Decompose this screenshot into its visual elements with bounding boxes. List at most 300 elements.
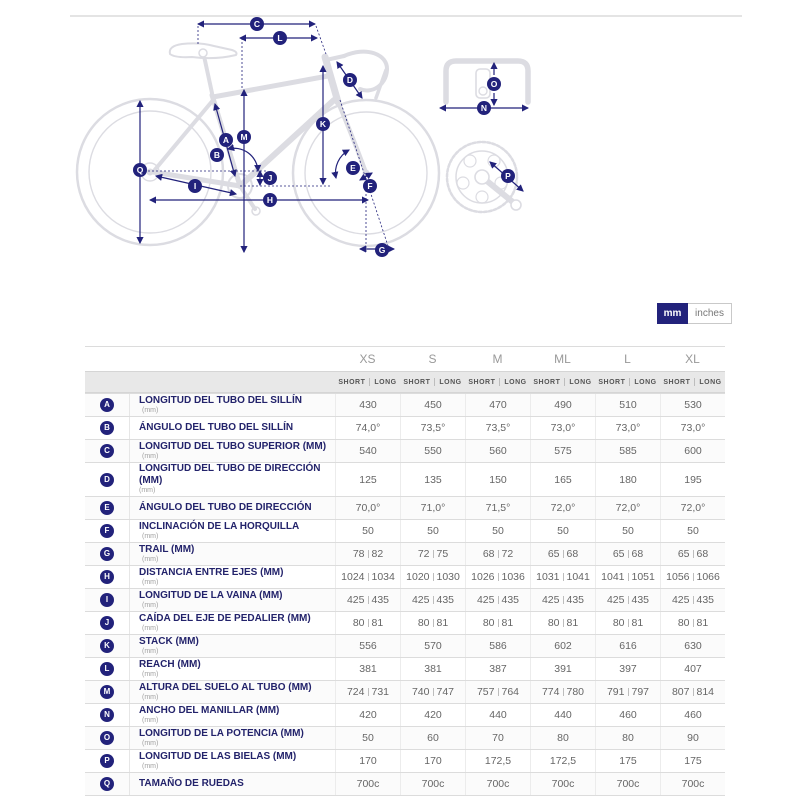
shortlong-header-cell xyxy=(465,378,530,386)
cell-value: 700c xyxy=(335,773,400,795)
table-row xyxy=(85,749,725,772)
value-separator xyxy=(368,619,369,627)
diagram-badge-g xyxy=(375,243,389,257)
cell-value xyxy=(595,566,660,588)
value-separator xyxy=(368,550,369,558)
row-letter-badge: I xyxy=(100,593,114,607)
long-value: 1034 xyxy=(371,571,395,583)
header-separator xyxy=(434,378,435,386)
row-letter-badge: D xyxy=(100,473,114,487)
value-separator xyxy=(368,573,369,581)
long-value: 1041 xyxy=(566,571,590,583)
value-separator xyxy=(563,573,564,581)
cell-value xyxy=(660,543,725,565)
short-value: 1026 xyxy=(471,571,495,583)
cell-value xyxy=(530,543,595,565)
cell-value xyxy=(400,681,465,703)
svg-text:B: B xyxy=(213,150,221,160)
svg-text:F: F xyxy=(367,181,373,191)
row-unit-suffix: (mm) xyxy=(139,487,156,495)
svg-text:P: P xyxy=(505,171,511,181)
row-unit-suffix: (mm) xyxy=(142,601,159,609)
short-value: 80 xyxy=(612,617,625,629)
long-value: 81 xyxy=(501,617,514,629)
value-separator xyxy=(693,550,694,558)
cell-value: 172,5 xyxy=(465,750,530,772)
long-value: 435 xyxy=(501,594,520,606)
row-label-cell xyxy=(130,590,335,610)
cell-value: 72,0° xyxy=(595,497,660,519)
short-value: 65 xyxy=(612,548,625,560)
table-row xyxy=(85,462,725,496)
size-column-header: L xyxy=(624,352,631,366)
mm-button[interactable]: mm xyxy=(657,303,688,324)
shortlong-header-row xyxy=(85,371,725,393)
short-label: SHORT xyxy=(598,378,626,386)
short-value: 425 xyxy=(476,594,495,606)
row-label: ÁNGULO DEL TUBO DE DIRECCIÓN xyxy=(139,502,312,514)
row-letter-cell xyxy=(85,658,130,680)
row-letter-badge: C xyxy=(100,444,114,458)
short-value: 724 xyxy=(346,686,365,698)
cell-value: 585 xyxy=(595,440,660,462)
cell-value: 575 xyxy=(530,440,595,462)
row-letter-cell xyxy=(85,612,130,634)
long-value: 435 xyxy=(436,594,455,606)
row-letter-badge: G xyxy=(100,547,114,561)
cell-value: 407 xyxy=(660,658,725,680)
value-separator xyxy=(563,596,564,604)
inches-button[interactable]: inches xyxy=(688,303,732,324)
row-letter-badge: J xyxy=(100,616,114,630)
table-row xyxy=(85,657,725,680)
row-label: INCLINACIÓN DE LA HORQUILLA xyxy=(139,521,300,533)
row-label: DISTANCIA ENTRE EJES (MM) xyxy=(139,567,284,579)
value-separator xyxy=(563,550,564,558)
value-separator xyxy=(433,688,434,696)
cell-value: 700c xyxy=(530,773,595,795)
diagram-badge-i xyxy=(188,179,202,193)
svg-text:O: O xyxy=(490,79,498,89)
value-separator xyxy=(498,619,499,627)
value-separator xyxy=(628,596,629,604)
row-label: REACH (MM) xyxy=(139,659,201,671)
cell-value xyxy=(530,612,595,634)
short-value: 72 xyxy=(417,548,430,560)
svg-text:M: M xyxy=(240,132,248,142)
cell-value: 73,5° xyxy=(400,417,465,439)
value-separator xyxy=(628,619,629,627)
long-value: 81 xyxy=(566,617,579,629)
svg-text:E: E xyxy=(350,163,356,173)
row-unit-suffix: (mm) xyxy=(142,739,159,747)
shortlong-header-cell xyxy=(335,378,400,386)
row-letter-cell xyxy=(85,520,130,542)
long-value: 780 xyxy=(566,686,585,698)
cell-value xyxy=(595,612,660,634)
long-value: 81 xyxy=(436,617,449,629)
table-row xyxy=(85,519,725,542)
row-label: ANCHO DEL MANILLAR (MM) xyxy=(139,705,280,717)
cell-value: 80 xyxy=(595,727,660,749)
short-value: 68 xyxy=(482,548,495,560)
row-label: CAÍDA DEL EJE DE PEDALIER (MM) xyxy=(139,613,311,625)
cell-value xyxy=(335,589,400,611)
cell-value: 430 xyxy=(335,394,400,416)
cell-value: 175 xyxy=(595,750,660,772)
diagram-badge-a xyxy=(219,133,233,147)
value-separator xyxy=(628,688,629,696)
table-row xyxy=(85,439,725,462)
diagram-badge-e xyxy=(346,161,360,175)
cell-value: 490 xyxy=(530,394,595,416)
long-value: 435 xyxy=(566,594,585,606)
short-label: SHORT xyxy=(338,378,366,386)
cell-value: 165 xyxy=(530,463,595,496)
cell-value: 381 xyxy=(335,658,400,680)
diagram-badge-f xyxy=(363,179,377,193)
short-label: SHORT xyxy=(533,378,561,386)
table-row xyxy=(85,565,725,588)
long-value: 82 xyxy=(371,548,384,560)
row-letter-cell xyxy=(85,394,130,416)
value-separator xyxy=(433,596,434,604)
cell-value: 700c xyxy=(595,773,660,795)
shortlong-header-cell xyxy=(660,378,725,386)
row-unit-suffix: (mm) xyxy=(142,693,159,701)
long-value: 747 xyxy=(436,686,455,698)
cell-value: 60 xyxy=(400,727,465,749)
row-label: LONGITUD DE LAS BIELAS (MM) xyxy=(139,751,297,763)
cell-value xyxy=(465,681,530,703)
cell-value xyxy=(335,681,400,703)
row-letter-badge: M xyxy=(100,685,114,699)
table-row xyxy=(85,680,725,703)
value-separator xyxy=(433,573,434,581)
cell-value: 630 xyxy=(660,635,725,657)
table-row xyxy=(85,772,725,795)
row-label: LONGITUD DEL TUBO SUPERIOR (MM) xyxy=(139,441,327,453)
row-letter-cell xyxy=(85,543,130,565)
cell-value: 50 xyxy=(335,727,400,749)
cell-value: 450 xyxy=(400,394,465,416)
row-unit-suffix: (mm) xyxy=(142,532,159,540)
svg-text:N: N xyxy=(480,103,488,113)
diagram-badge-k xyxy=(316,117,330,131)
table-row xyxy=(85,588,725,611)
short-value: 425 xyxy=(346,594,365,606)
cell-value xyxy=(335,612,400,634)
cell-value: 175 xyxy=(660,750,725,772)
short-value: 425 xyxy=(541,594,560,606)
long-value: 68 xyxy=(566,548,579,560)
long-value: 68 xyxy=(696,548,709,560)
row-label-cell xyxy=(130,659,335,679)
short-value: 80 xyxy=(352,617,365,629)
cell-value: 172,5 xyxy=(530,750,595,772)
svg-text:C: C xyxy=(253,19,261,29)
long-value: 1051 xyxy=(631,571,655,583)
row-unit-suffix: (mm) xyxy=(142,624,159,632)
cell-value: 550 xyxy=(400,440,465,462)
cell-value xyxy=(400,589,465,611)
cell-value: 440 xyxy=(530,704,595,726)
cell-value: 700c xyxy=(400,773,465,795)
long-value: 1066 xyxy=(696,571,720,583)
value-separator xyxy=(563,688,564,696)
long-value: 1030 xyxy=(436,571,460,583)
cell-value: 397 xyxy=(595,658,660,680)
value-separator xyxy=(628,550,629,558)
row-letter-badge: B xyxy=(100,421,114,435)
cell-value: 90 xyxy=(660,727,725,749)
cell-value: 586 xyxy=(465,635,530,657)
table-row xyxy=(85,416,725,439)
cell-value: 616 xyxy=(595,635,660,657)
short-value: 1031 xyxy=(536,571,560,583)
saddle xyxy=(170,43,237,58)
size-column-header: XS xyxy=(359,352,376,366)
row-label-cell xyxy=(130,728,335,748)
cell-value xyxy=(595,681,660,703)
cell-value xyxy=(400,566,465,588)
cell-value xyxy=(660,612,725,634)
cell-value: 381 xyxy=(400,658,465,680)
cell-value xyxy=(530,681,595,703)
short-value: 78 xyxy=(352,548,365,560)
cell-value xyxy=(465,566,530,588)
long-label: LONG xyxy=(634,378,657,386)
row-unit-suffix: (mm) xyxy=(142,670,159,678)
value-separator xyxy=(563,619,564,627)
cell-value xyxy=(530,589,595,611)
cell-value: 50 xyxy=(400,520,465,542)
cell-value xyxy=(400,612,465,634)
short-value: 1020 xyxy=(406,571,430,583)
row-label-cell xyxy=(130,682,335,702)
value-separator xyxy=(693,688,694,696)
cell-value: 50 xyxy=(660,520,725,542)
svg-text:G: G xyxy=(378,245,386,255)
cell-value: 72,0° xyxy=(660,497,725,519)
long-value: 797 xyxy=(631,686,650,698)
diagram-badge-o xyxy=(487,77,501,91)
table-row xyxy=(85,393,725,416)
row-unit-suffix: (mm) xyxy=(142,578,159,586)
header-spacer xyxy=(85,372,130,392)
row-letter-cell xyxy=(85,635,130,657)
short-label: SHORT xyxy=(663,378,691,386)
shortlong-header-cell xyxy=(595,378,660,386)
header-separator xyxy=(369,378,370,386)
row-label: LONGITUD DEL TUBO DE DIRECCIÓN (MM) xyxy=(139,463,321,486)
row-label-cell xyxy=(130,636,335,656)
cell-value: 387 xyxy=(465,658,530,680)
diagram-badge-p xyxy=(501,169,515,183)
diagram-badge-q xyxy=(133,163,147,177)
value-separator xyxy=(498,550,499,558)
header-spacer xyxy=(130,372,335,392)
row-unit-suffix: (mm) xyxy=(142,452,159,460)
cell-value: 700c xyxy=(660,773,725,795)
cell-value: 470 xyxy=(465,394,530,416)
cell-value: 700c xyxy=(465,773,530,795)
row-label-cell xyxy=(130,613,335,633)
svg-text:L: L xyxy=(277,33,283,43)
value-separator xyxy=(628,573,629,581)
short-value: 65 xyxy=(547,548,560,560)
cell-value: 50 xyxy=(465,520,530,542)
value-separator xyxy=(498,596,499,604)
short-value: 1041 xyxy=(601,571,625,583)
cell-value: 71,0° xyxy=(400,497,465,519)
value-separator xyxy=(498,688,499,696)
row-label: STACK (MM) xyxy=(139,636,199,648)
row-unit-suffix: (mm) xyxy=(142,716,159,724)
value-separator xyxy=(498,573,499,581)
long-label: LONG xyxy=(504,378,527,386)
cell-value: 602 xyxy=(530,635,595,657)
row-letter-cell xyxy=(85,589,130,611)
bike-side-view xyxy=(77,43,439,246)
row-label-cell xyxy=(130,705,335,725)
value-separator xyxy=(368,596,369,604)
size-column-header: ML xyxy=(554,352,571,366)
table-row xyxy=(85,542,725,565)
diagram-badge-j xyxy=(263,171,277,185)
short-value: 774 xyxy=(541,686,560,698)
svg-text:D: D xyxy=(346,75,354,85)
cell-value: 50 xyxy=(335,520,400,542)
long-value: 764 xyxy=(501,686,520,698)
short-value: 80 xyxy=(482,617,495,629)
row-letter-cell xyxy=(85,773,130,795)
row-letter-badge: L xyxy=(100,662,114,676)
row-label-cell xyxy=(130,395,335,415)
size-column-header: XL xyxy=(685,352,700,366)
cell-value: 80 xyxy=(530,727,595,749)
row-label: LONGITUD DE LA VAINA (MM) xyxy=(139,590,283,602)
cell-value: 180 xyxy=(595,463,660,496)
diagram-badge-b xyxy=(210,148,224,162)
short-value: 791 xyxy=(606,686,625,698)
cell-value: 600 xyxy=(660,440,725,462)
row-letter-cell xyxy=(85,497,130,519)
cell-value xyxy=(465,589,530,611)
cell-value: 556 xyxy=(335,635,400,657)
table-row xyxy=(85,496,725,519)
long-label: LONG xyxy=(439,378,462,386)
cell-value: 73,5° xyxy=(465,417,530,439)
diagram-badge-d xyxy=(343,73,357,87)
short-value: 1024 xyxy=(341,571,365,583)
svg-text:J: J xyxy=(267,173,273,183)
short-value: 65 xyxy=(677,548,690,560)
cell-value xyxy=(400,543,465,565)
cell-value: 195 xyxy=(660,463,725,496)
row-letter-badge: Q xyxy=(100,777,114,791)
cell-value: 530 xyxy=(660,394,725,416)
long-value: 435 xyxy=(696,594,715,606)
value-separator xyxy=(433,550,434,558)
cell-value xyxy=(465,543,530,565)
row-letter-cell xyxy=(85,417,130,439)
long-value: 81 xyxy=(371,617,384,629)
diagram-badge-n xyxy=(477,101,491,115)
cell-value: 70,0° xyxy=(335,497,400,519)
cell-value: 73,0° xyxy=(660,417,725,439)
row-label: LONGITUD DE LA POTENCIA (MM) xyxy=(139,728,304,740)
row-unit-suffix: (mm) xyxy=(142,762,159,770)
cell-value: 570 xyxy=(400,635,465,657)
row-label-cell xyxy=(130,502,335,514)
row-letter-cell xyxy=(85,440,130,462)
value-separator xyxy=(693,619,694,627)
cell-value xyxy=(335,543,400,565)
cell-value: 50 xyxy=(595,520,660,542)
row-label-cell xyxy=(130,544,335,564)
geometry-table xyxy=(85,346,725,796)
row-letter-badge: F xyxy=(100,524,114,538)
size-header-row xyxy=(85,346,725,371)
short-value: 1056 xyxy=(666,571,690,583)
diagram-badge-l xyxy=(273,31,287,45)
row-letter-cell xyxy=(85,704,130,726)
cell-value: 73,0° xyxy=(595,417,660,439)
row-letter-badge: A xyxy=(100,398,114,412)
cell-value: 440 xyxy=(465,704,530,726)
long-value: 75 xyxy=(436,548,449,560)
cell-value: 73,0° xyxy=(530,417,595,439)
svg-text:I: I xyxy=(193,181,197,191)
header-separator xyxy=(694,378,695,386)
row-unit-suffix: (mm) xyxy=(142,647,159,655)
row-label-cell xyxy=(130,751,335,771)
short-label: SHORT xyxy=(403,378,431,386)
diagram-badge-h xyxy=(263,193,277,207)
cell-value xyxy=(465,612,530,634)
cell-value: 70 xyxy=(465,727,530,749)
size-column-header: M xyxy=(492,352,503,366)
row-label-cell xyxy=(130,567,335,587)
row-label-cell xyxy=(130,463,335,495)
long-value: 81 xyxy=(696,617,709,629)
row-label-cell xyxy=(130,778,335,790)
header-spacer xyxy=(85,347,130,371)
unit-toggle xyxy=(657,303,732,324)
diagram-badge-m xyxy=(237,130,251,144)
cell-value xyxy=(660,589,725,611)
row-label-cell xyxy=(130,422,335,434)
header-spacer xyxy=(130,347,335,371)
cell-value xyxy=(660,566,725,588)
cell-value: 125 xyxy=(335,463,400,496)
table-row xyxy=(85,611,725,634)
cell-value: 460 xyxy=(595,704,660,726)
cell-value: 391 xyxy=(530,658,595,680)
long-value: 435 xyxy=(371,594,390,606)
cell-value: 50 xyxy=(530,520,595,542)
long-value: 72 xyxy=(501,548,514,560)
header-separator xyxy=(629,378,630,386)
cell-value: 72,0° xyxy=(530,497,595,519)
cell-value: 135 xyxy=(400,463,465,496)
row-label-cell xyxy=(130,441,335,461)
row-letter-cell xyxy=(85,727,130,749)
row-letter-cell xyxy=(85,681,130,703)
row-letter-badge: K xyxy=(100,639,114,653)
short-label: SHORT xyxy=(468,378,496,386)
